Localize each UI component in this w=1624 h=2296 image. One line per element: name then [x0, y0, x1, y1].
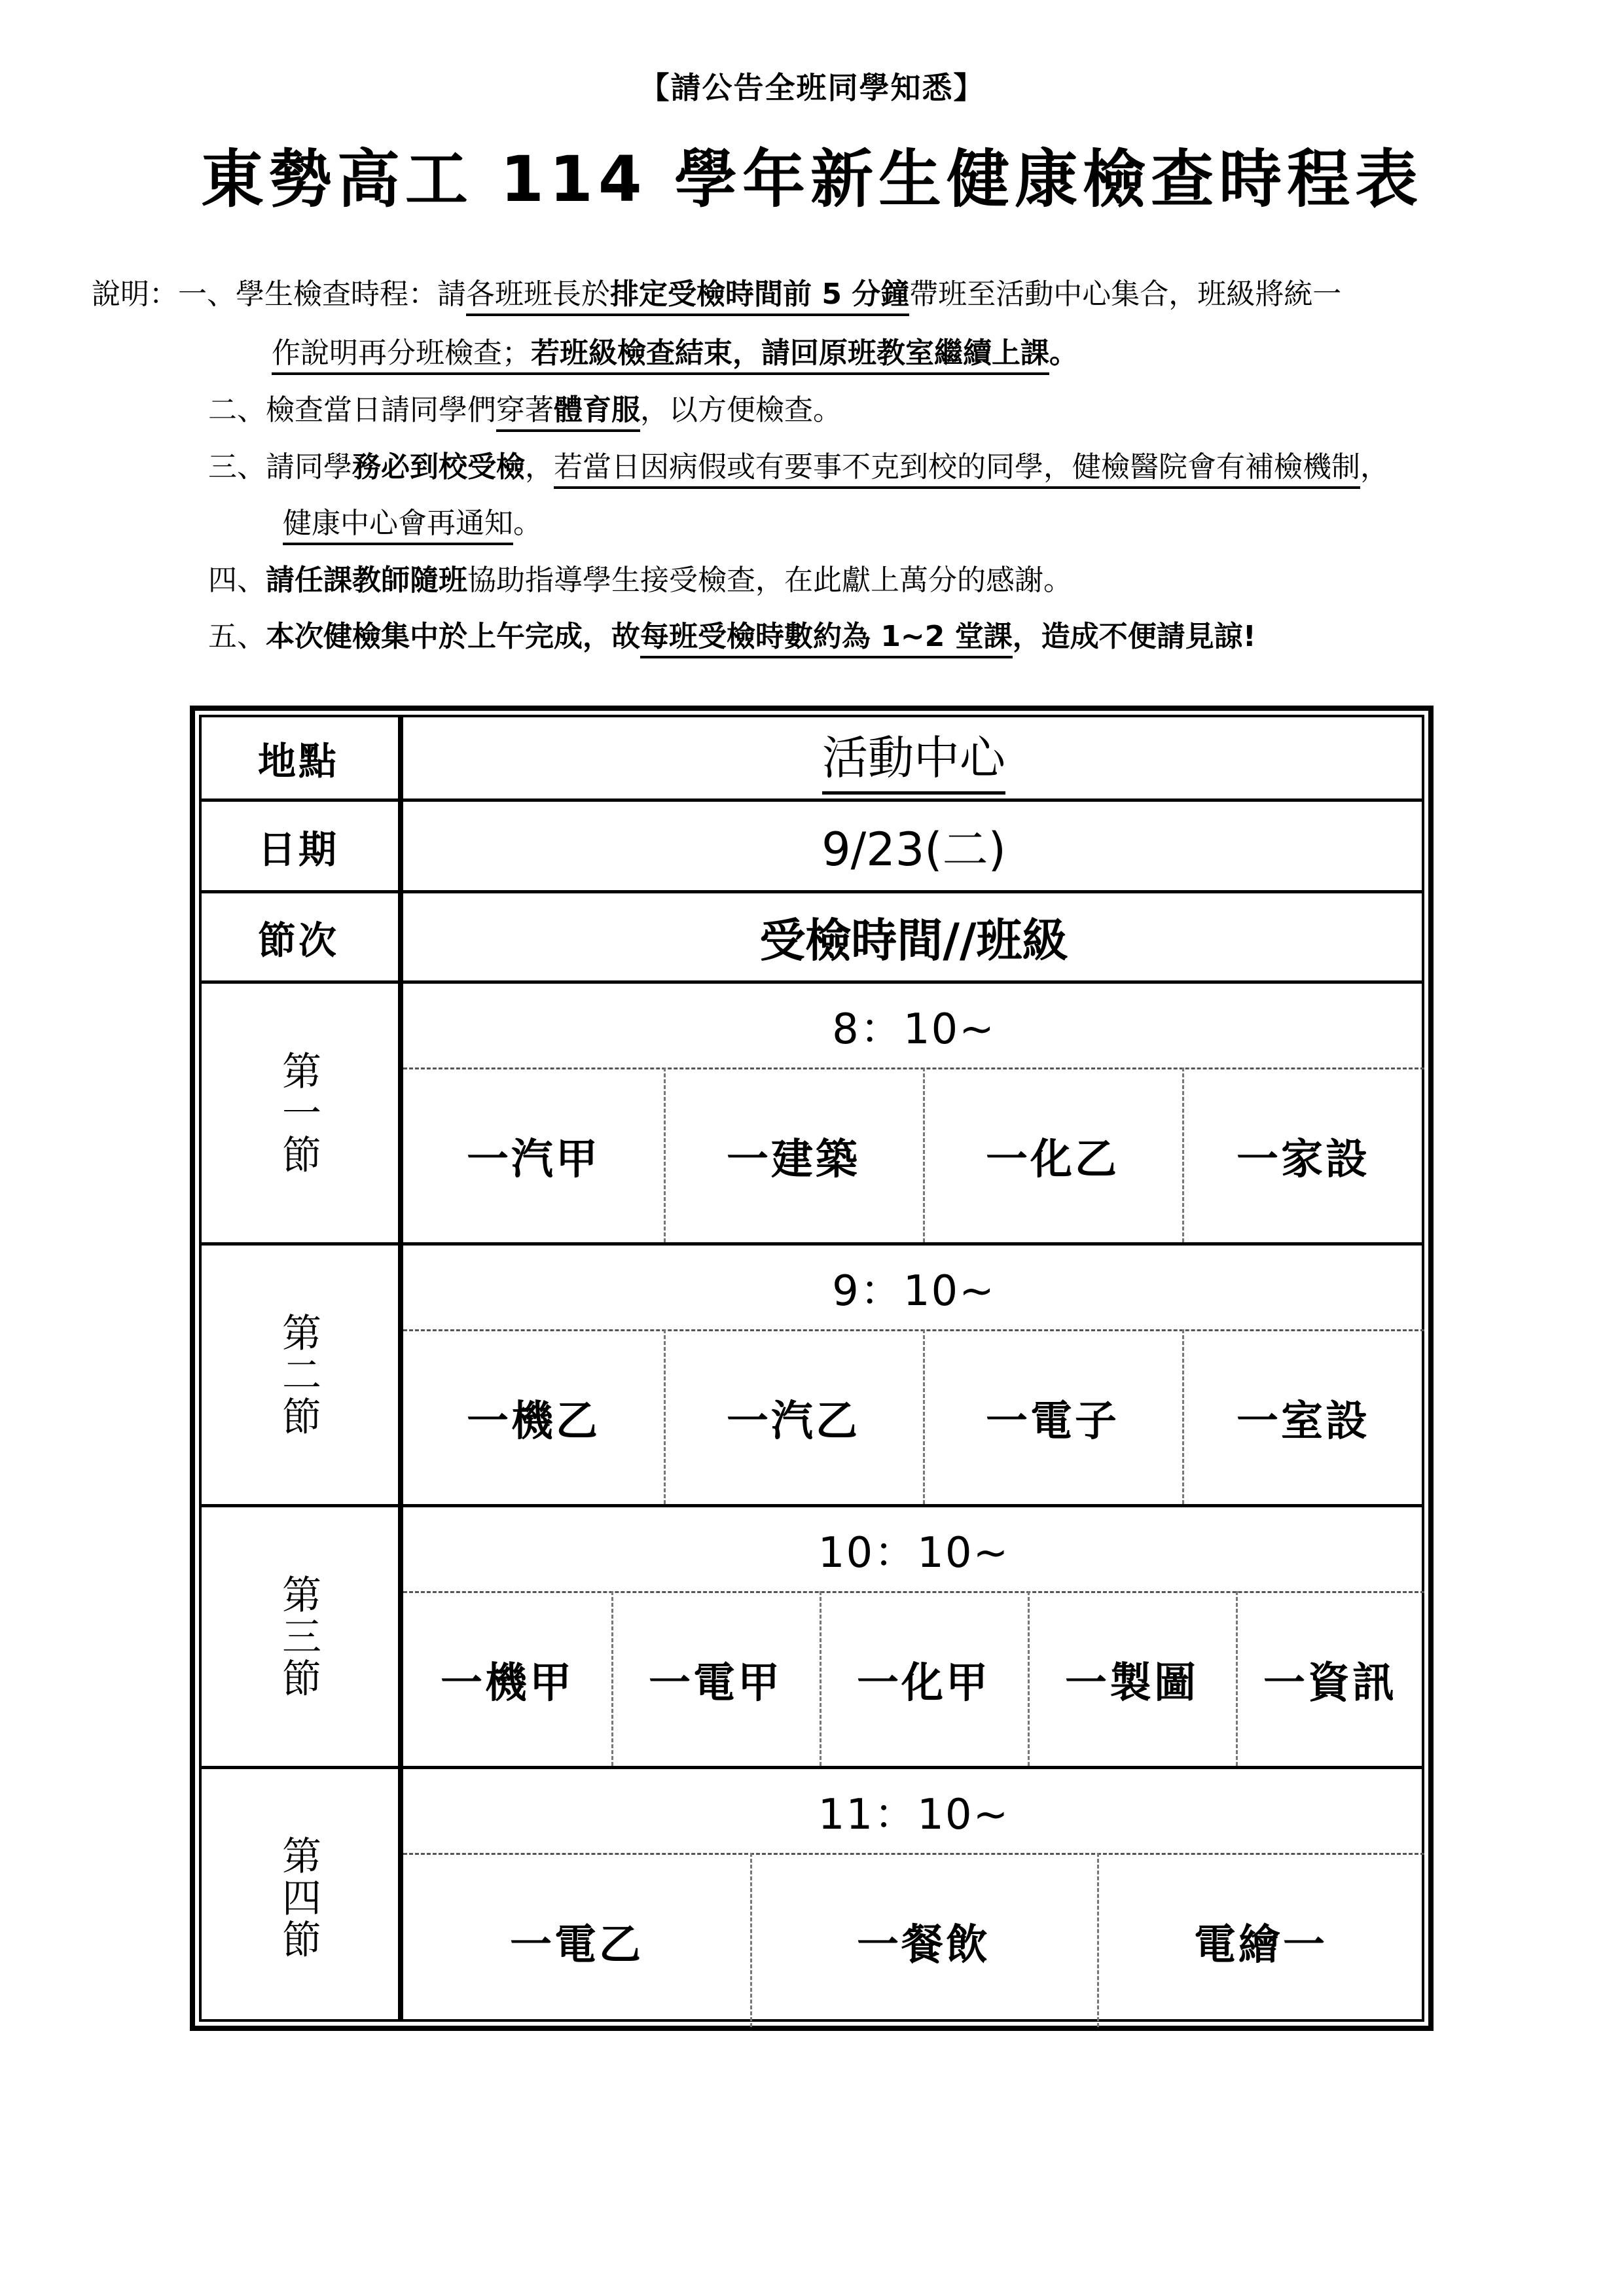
- date-value: 9/23(二): [821, 823, 1006, 876]
- class-cell: 一機乙: [467, 1397, 600, 1446]
- instruction-item-4: [208, 561, 1072, 600]
- class-cell: 一化甲: [857, 1659, 990, 1708]
- instruction-item-3-cont: [283, 504, 542, 543]
- period-2-label: 第二節: [276, 1312, 321, 1438]
- class-cell: 一餐飲: [857, 1920, 990, 1969]
- instruction-text: ，: [525, 450, 554, 484]
- period-1-time: 8：10~: [832, 1005, 996, 1054]
- instruction-underlined: 健康中心會再通知: [283, 507, 513, 545]
- class-cell: 一機甲: [441, 1659, 574, 1708]
- period-4-label: 第四節: [276, 1835, 321, 1961]
- instruction-text: 協助指導學生接受檢查，在此獻上萬分的感謝。: [467, 564, 1072, 597]
- class-cell: 一電子: [986, 1397, 1119, 1446]
- instruction-text: 。: [513, 507, 542, 540]
- instruction-item-2: [208, 391, 842, 430]
- instruction-emphasis: 排定受檢時間前 5 分鐘: [610, 278, 909, 316]
- instruction-emphasis: 務必到校受檢: [352, 450, 525, 484]
- location-value: [403, 717, 1424, 798]
- date-label: 日期: [257, 827, 339, 872]
- class-cell: 一電甲: [649, 1659, 782, 1708]
- instruction-text: 。: [1049, 336, 1078, 370]
- notice-heading: 【請公告全班同學知悉】: [639, 70, 985, 105]
- instruction-underlined: 各班班長於: [466, 278, 610, 316]
- instructions-prefix: 說明：: [92, 278, 178, 311]
- instruction-text: 檢查當日請同學們: [266, 393, 496, 427]
- item-number: 四、: [208, 564, 266, 597]
- item-number: 二、: [208, 393, 266, 427]
- item-number: 五、: [208, 620, 266, 653]
- instruction-text: 帶班至活動中心集合，班級將統一: [909, 278, 1342, 311]
- class-cell: 一建築: [727, 1136, 860, 1184]
- instruction-text: ，以方便檢查。: [640, 393, 842, 427]
- location-label: 地點: [257, 739, 339, 783]
- instruction-item-5: [208, 617, 1256, 656]
- instruction-emphasis: 體育服: [554, 393, 640, 432]
- period-3-label: 第三節: [276, 1573, 321, 1700]
- class-cell: 電繪一: [1194, 1920, 1327, 1969]
- instruction-emphasis: 請任課教師隨班: [266, 564, 467, 597]
- instruction-item-1-cont: [272, 334, 1078, 373]
- instruction-item-1: [92, 275, 1341, 314]
- instruction-underlined: 作說明再分班檢查；: [272, 336, 531, 375]
- instruction-underlined: 若當日因病假或有要事不克到校的同學，健檢醫院會有補檢機制: [554, 450, 1360, 489]
- class-cell: 一室設: [1236, 1397, 1370, 1446]
- class-cell: 一資訊: [1263, 1659, 1397, 1708]
- class-cell: 一化乙: [986, 1136, 1119, 1184]
- class-cell: 一汽甲: [467, 1136, 600, 1184]
- instruction-underlined: 穿著: [496, 393, 554, 432]
- page-title: 東勢高工 114 學年新生健康檢查時程表: [200, 143, 1424, 216]
- item-number: 一、: [178, 278, 236, 311]
- period-3-time: 10：10~: [818, 1529, 1010, 1577]
- class-cell: 一製圖: [1065, 1659, 1199, 1708]
- instruction-emphasis: 本次健檢集中於上午完成，故: [266, 620, 640, 653]
- instruction-item-3: [208, 448, 1389, 487]
- location-text: 活動中心: [822, 721, 1005, 795]
- class-cell: 一電乙: [510, 1920, 643, 1969]
- instruction-emphasis: ，造成不便請見諒!: [1012, 620, 1256, 653]
- instruction-text: 學生檢查時程：請: [236, 278, 466, 311]
- period-value: 受檢時間//班級: [759, 914, 1068, 967]
- instruction-emphasis: 若班級檢查結束，請回原班教室繼續上課: [531, 336, 1049, 375]
- class-cell: 一家設: [1236, 1136, 1370, 1184]
- schedule-table: [190, 706, 1434, 2031]
- class-cell: 一汽乙: [727, 1397, 860, 1446]
- item-number: 三、: [208, 450, 266, 484]
- instruction-text: 請同學: [266, 450, 352, 484]
- period-label: 節次: [257, 918, 339, 963]
- instruction-emphasis-underlined: 每班受檢時數約為 1~2 堂課: [640, 620, 1013, 658]
- period-2-time: 9：10~: [832, 1267, 996, 1316]
- instruction-text: ，: [1360, 450, 1389, 484]
- period-1-label: 第一節: [276, 1050, 321, 1176]
- period-4-time: 11：10~: [818, 1791, 1010, 1839]
- column-divider: [398, 715, 403, 2022]
